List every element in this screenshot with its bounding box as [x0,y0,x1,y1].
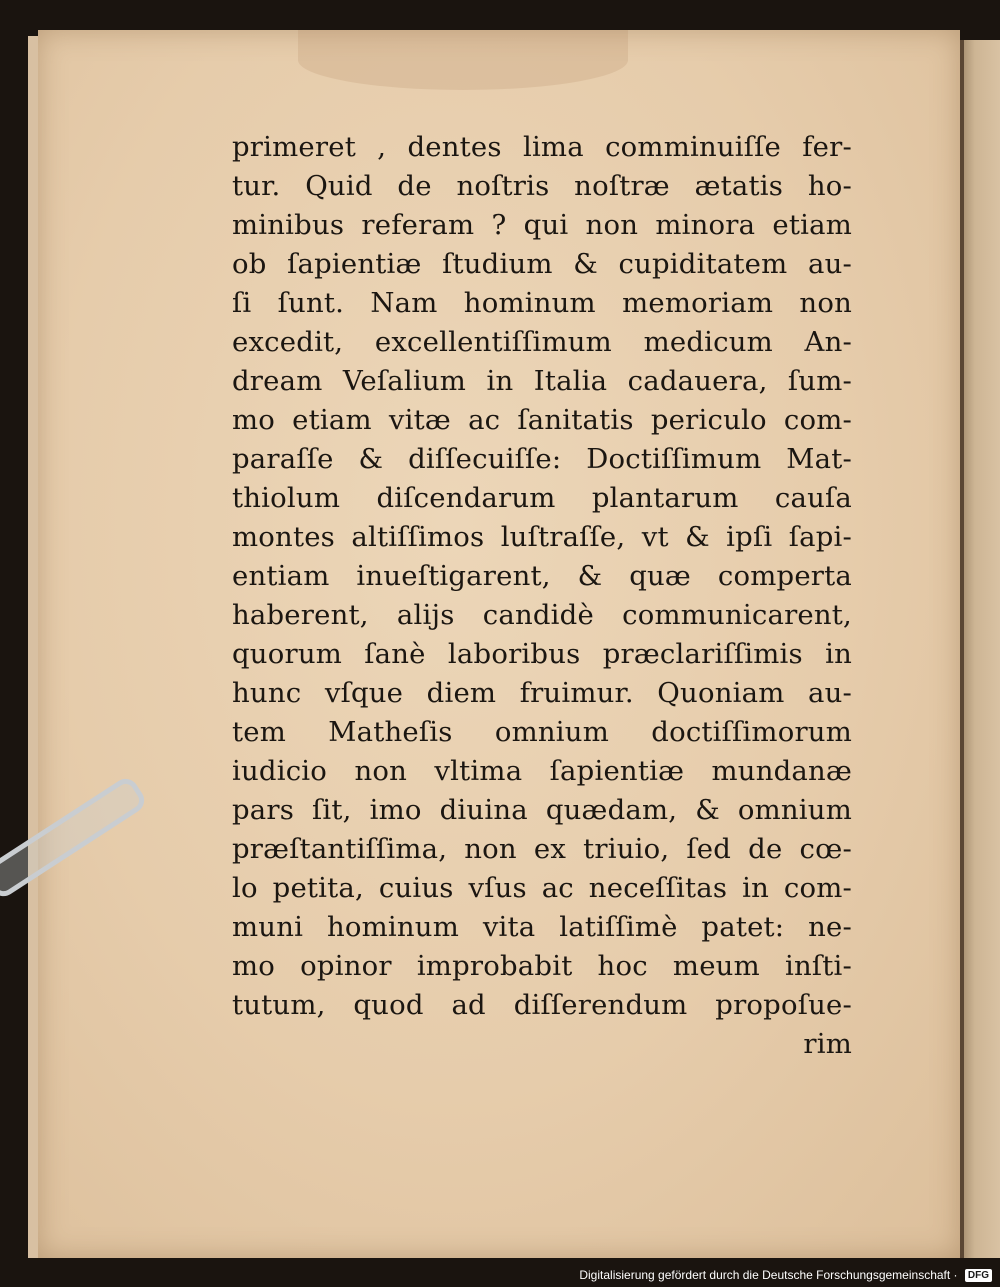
text-line: ſi ſunt. Nam hominum memoriam non [232,287,852,319]
text-line: hunc vſque diem fruimur. Quoniam au- [232,677,852,709]
text-line: tem Matheſis omnium doctiſſimorum [232,716,852,748]
text-line: primeret , dentes lima comminuiſſe fer- [232,131,852,163]
text-line: excedit, excellentiſſimum medicum An- [232,326,852,358]
text-line: iudicio non vltima ſapientiæ mundanæ [232,755,852,787]
catchword: rim [803,1028,852,1060]
text-line: paraſſe & diſſecuiſſe: Doctiſſimum Mat- [232,443,852,475]
text-line: haberent, alijs candidè communicarent, [232,599,852,631]
adjacent-page-edge [958,40,1000,1258]
text-line: tur. Quid de noſtris noſtræ ætatis ho- [232,170,852,202]
text-line: entiam inueſtigarent, & quæ comperta [232,560,852,592]
text-line: minibus referam ? qui non minora etiam [232,209,852,241]
text-line: mo etiam vitæ ac ſanitatis periculo com- [232,404,852,436]
text-line: tutum, quod ad diſſerendum propoſue- [232,989,852,1021]
paper-stain [298,30,628,90]
page-body-text [232,128,852,1064]
text-line: dream Veſalium in Italia cadauera, ſum- [232,365,852,397]
text-line: muni hominum vita latiſſimè patet: ne- [232,911,852,943]
digitization-credit [579,1267,992,1283]
text-line: quorum ſanè laboribus præclariſſimis in [232,638,852,670]
dfg-logo: DFG [965,1269,992,1282]
text-line: montes altiſſimos luſtraſſe, vt & ipſi ſapi- [232,521,852,553]
text-line: pars ſit, imo diuina quædam, & omnium [232,794,852,826]
text-line: lo petita, cuius vſus ac neceſſitas in com- [232,872,852,904]
text-line: ob ſapientiæ ſtudium & cupiditatem au- [232,248,852,280]
text-line: præſtantiſſima, non ex triuio, ſed de cœ- [232,833,852,865]
credit-text: Digitalisierung gefördert durch die Deutsche Forschungsgemeinschaft · [579,1268,958,1282]
text-line: thiolum diſcendarum plantarum cauſa [232,482,852,514]
text-line: mo opinor improbabit hoc meum inſti- [232,950,852,982]
